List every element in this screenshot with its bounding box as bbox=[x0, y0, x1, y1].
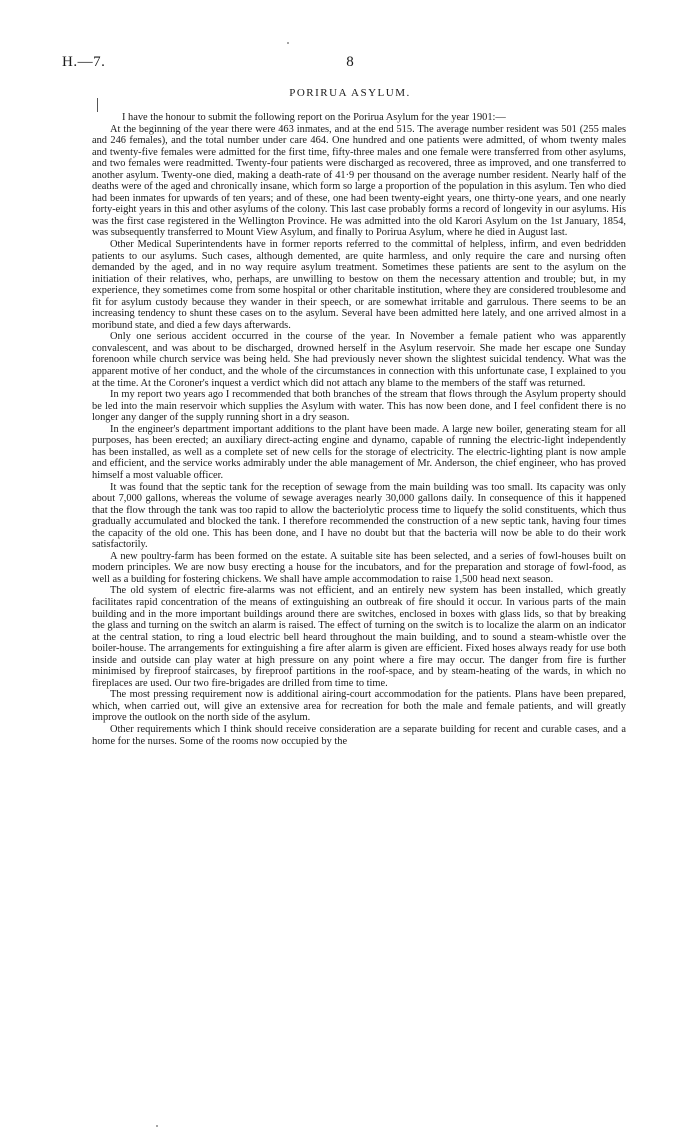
paragraph-admissions: At the beginning of the year there were 463 inmates, and at the end 515. The average number resident was 501 (255 males and 246 females), and the total number under care 464. One hundred and one patients were admitted, of whom twenty males and twenty-five females were admitted for the first time, fifty-three males and one female were transferred from other asylums, and two females were readmitted. Twenty-four patients were discharged as recovered, three as improved, and one transferred to another asylum. Twenty-one died, making a death-rate of 41·9 per thousand on the average number resident. Nearly half of the deaths were of the aged and chronically insane, which form so large a proportion of the population in this asylum. Ten who died had been inmates for upwards of ten years; and of these, one had been twenty-eight years, one thirty-one years, and one nearly forty-eight years in this and other asylums of the colony. This last case probably forms a record of longevity in our asylums. His was the first case registered in the Wellington Province. He was admitted into the old Karori Asylum on the 1st January, 1854, was subsequently transferred to Mount View Asylum, and finally to Porirua Asylum, where he died in August last. bbox=[92, 123, 626, 239]
paragraph-accident: Only one serious accident occurred in the course of the year. In November a female patient who was apparently convalescent, and was about to be discharged, drowned herself in the Asylum reservoir. She made her escape one Sunday forenoon while church service was being held. She had previously never shown the slightest suicidal tendency. What was the apparent motive of her conduct, and the whole of the circumstances in connection with this unfortunate case, I explained to you at the time. At the Coroner's inquest a verdict which did not attach any blame to the members of the staff was returned. bbox=[92, 331, 626, 389]
paragraph-fire-alarms: The old system of electric fire-alarms was not efficient, and an entirely new system has been installed, which greatly facilitates rapid concentration of the means of extinguishing an outbreak of fire should it occur. In various parts of the main building and in the more important buildings around there are switches, enclosed in boxes with glass lids, so that by breaking the glass and turning on the switch an alarm is raised. The effect of turning on the switch is to localize the alarm on an indicator at the central station, to ring a loud electric bell heard throughout the main building, and to sound a steam-whistle over the boiler-house. The arrangements for extinguishing a fire after alarm is given are efficient. Fixed hoses always ready for use both inside and outside can play water at high pressure on any point where a fire may occur. The danger from fire is further minimised by fireproof staircases, by fireproof partitions in the roof-space, and by steam-heating of the wards, in which no fireplaces are used. Our two fire-brigades are drilled from time to time. bbox=[92, 585, 626, 689]
paragraph-septic-tank: It was found that the septic tank for the reception of sewage from the main building was too small. Its capacity was only about 7,000 gallons, whereas the volume of sewage averages nearly 30,000 gallons daily. In consequence of this it happened that the flow through the tank was too rapid to allow the bacteriolytic process time to liquefy the solid constituents, which thus gradually accumulated and blocked the tank. I therefore recommended the construction of a new septic tank, having four times the capacity of the old one. This has been done, and I have no doubt but that the bacteria will now be able to do their work satisfactorily. bbox=[92, 481, 626, 551]
paragraph-other-requirements: Other requirements which I think should receive consideration are a separate building for recent and curable cases, and a home for the nurses. Some of the rooms now occupied by the bbox=[92, 723, 626, 747]
paragraph-poultry-farm: A new poultry-farm has been formed on the estate. A suitable site has been selected, and a series of fowl-houses built on modern principles. We are now busy erecting a house for the incubators, and for the preparation and storage of fowl-food, as well as a building for fostering chickens. We shall have ample accommodation to raise 1,500 head next season. bbox=[92, 550, 626, 585]
scan-speck bbox=[156, 1125, 158, 1127]
paragraph-committal: Other Medical Superintendents have in former reports referred to the committal of helpless, infirm, and even bedridden patients to our asylums. Such cases, although demented, are quite harmless, and only require the care and nursing often demanded by the aged, and in no way require asylum treatment. Sometimes these patients are sent to the asylum on the initiation of their relatives, who, perhaps, are unwilling to bestow on them the necessary attention and trouble; but, in my experience, they sometimes come from some hospital or other charitable institution, where they are considered troublesome and fit for asylum custody because they wander in their speech, or are somewhat irritable and garrulous. There seems to be an increasing tendency to shunt these cases on to the asylum. Several have been admitted here lately, and one arrived almost in a moribund state, and died a few days afterwards. bbox=[92, 239, 626, 331]
paragraph-engineering: In the engineer's department important additions to the plant have been made. A large new boiler, generating steam for all purposes, has been erected; an auxiliary direct-acting engine and dynamo, capable of running the electric-light independently has been installed, as well as a complete set of new cells for the storage of electricity. The electric-lighting plant is now ample and efficient, and the service works admirably under the able management of Mr. Anderson, the chief engineer, who has proved himself a most valuable officer. bbox=[92, 423, 626, 481]
scan-speck bbox=[287, 42, 289, 44]
section-title: PORIRUA ASYLUM. bbox=[289, 87, 411, 99]
report-body bbox=[92, 112, 626, 747]
margin-mark bbox=[97, 98, 98, 112]
page-number: 8 bbox=[346, 54, 354, 70]
paragraph-intro: I have the honour to submit the following report on the Porirua Asylum for the year 1901:— bbox=[122, 112, 506, 123]
document-reference: H.—7. bbox=[62, 54, 106, 70]
paragraph-water-supply: In my report two years ago I recommended that both branches of the stream that flows through the Asylum property should be led into the main reservoir which supplies the Asylum with water. This has now been done, and I feel confident there is no longer any danger of the supply running short in a dry season. bbox=[92, 389, 626, 424]
paragraph-airing-courts: The most pressing requirement now is additional airing-court accommodation for the patients. Plans have been prepared, which, when carried out, will give an extensive area for recreation for both the male and female patients, and will greatly improve the outlook on the north side of the asylum. bbox=[92, 689, 626, 724]
